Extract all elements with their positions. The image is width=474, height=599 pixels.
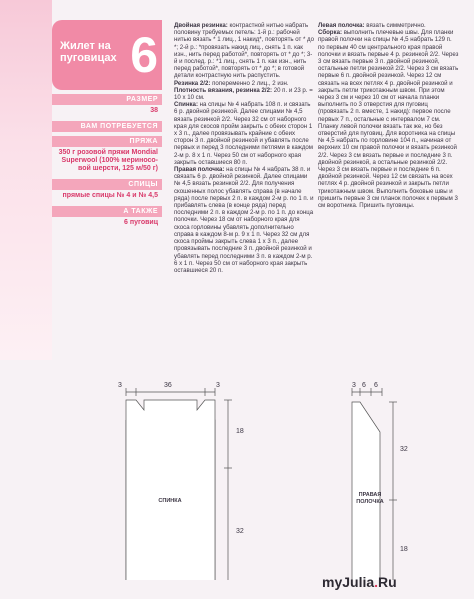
title-line-1: Жилет на [60,40,111,52]
heading-left-front: Левая полочка: [318,22,365,29]
site-watermark [322,574,397,590]
back-dim-32: 32 [236,528,244,535]
text-back: на спицы № 4 набрать 108 п. и связать 6 р. двойной резинкой. Далее спицами № 4,5 вязать резинкой 2/2. Через 32 см от наборного края для скосов пройм закрыть с обеих сторон 1 х 3 п., далее провязывать крайние с обеих сторон 3 п. двойной резинкой и убавлять после первых и перед 3 последними петлями в каждом 2-м р. 8 х 1 п. Через 50 см от наборного края закрыть оставшиеся 80 п. [174,101,313,166]
paragraph-left-front [318,22,460,29]
instructions-column-2 [318,22,460,209]
needles-heading: СПИЦЫ [52,179,162,190]
text-left-front: вязать симметрично. [364,22,426,29]
heading-gauge: Плотность вязания, резинка 2/2: [174,86,272,94]
back-dim-18: 18 [236,428,244,435]
paragraph-assembly [318,29,460,209]
pattern-sidebar [52,20,162,229]
also-value: 6 пуговиц [124,219,158,226]
heading-assembly: Сборка: [318,29,342,37]
back-shape [126,400,215,580]
heading-double-rib: Двойная резинка: [174,22,228,29]
decorative-pink-strip [0,0,52,360]
front-label-line-2: ПОЛОЧКА [356,498,384,505]
yarn-heading: ПРЯЖА [52,136,162,147]
front-label-line-1: ПРАВАЯ [358,492,382,498]
text-gauge: 20 п. и 23 р. = 10 х 10 см. [174,86,313,102]
front-dim-18: 18 [400,546,408,553]
size-value: 38 [150,107,158,114]
paragraph-back [174,101,314,166]
paragraph-gauge [174,87,314,101]
instructions-column-1 [174,22,314,274]
needed-heading: ВАМ ПОТРЕБУЕТСЯ [52,121,162,132]
front-dim-6b: 6 [374,382,378,389]
text-rib22: попеременно 2 лиц., 2 изн. [210,79,289,87]
heading-back: Спинка: [174,101,198,109]
front-dim-6: 6 [362,382,366,389]
size-heading: РАЗМЕР [52,94,162,105]
pattern-title [60,40,130,64]
back-dim-3-right: 3 [216,382,220,389]
front-label [352,492,388,505]
back-label: СПИНКА [158,498,182,504]
pattern-schematic [0,380,474,580]
heading-right-front: Правая полочка: [174,166,225,174]
paragraph-rib22 [174,80,314,87]
paragraph-right-front [174,166,314,274]
brand-tld: Ru [378,574,397,590]
brand-name: myJulia [322,574,375,590]
front-shape [352,402,380,580]
title-block [52,20,162,90]
text-assembly: выполнить плечевые швы. Для планки правой полочки на спицы № 4,5 набрать 129 п. по первым 40 см центрального края правой полочки и вязать первые 4 р. резинкой 2/2. Через 3 см вязать первые 3 п. двойной резинкой, остальные петли резинкой 2/2. Через 3 см вязать первые 6 п. двойной резинкой. Через 12 см связать на всех петлях 4 р. двойной резинкой и закрыть петли трикотажным швом. При этом через 3 см и через 10 см от начала планки выполнить по 3 отверстия для пуговиц (провязать 2 п. вместе, 1 накид): первое после первых 7 п., остальные с интервалом 7 см. Планку левой полочки вязать так же, но без отверстий для пуговиц. Для воротника на спицы № 4,5 набрать по горловине 104 п., начиная от верхних 10 см правой полочки и вязать резинкой 2/2. Через 3 см вязать первые и последние 3 п. двойной резинкой, а остальные резинкой 2/2. Через 3 см вязать первые и последние 6 п. двойной резинкой. Через 12 см связать на всех петлях 4 р. двойной резинкой и закрыть петли трикотажным швом. Выполнить боковые швы и пришить первые 3 см планок полочек к первым 3 см воротника. Пришить пуговицы. [318,29,459,210]
title-line-2: пуговицах [60,52,117,64]
back-dim-36: 36 [164,382,172,389]
text-double-rib: контрастной нитью набрать половину требуемых петель: 1-й р.: рабочей нитью вязать * 1 лиц., 1 накид*, повторять от * до *; 2-й р.: *провязать накид лиц., снять 1 п. как изн., нить перед работой*, повторять от * до *; 3-й и послед. р.: *1 лиц., снять 1 п. как изн., нить перед работой*, повторять от * до *; в готовой детали контрастную нить распустить. [174,22,315,80]
text-right-front: на спицы № 4 набрать 38 п. и связать 6 р. двойной резинкой. Далее спицами № 4,5 вязать резинкой 2/2. Для получения скошенных полос убавлять справа (в начале ряда) после первых 2 п. в каждом 2-м р. по 1 п. и прибавлять слева (в конце ряда) перед последними 2 п. в каждом 2-м р. по 1 п. до конца полочки. Через 18 см от наборного края для скоса горловины убавлять дополнительно справа в каждом 8-м р. 9 х 1 п. Через 32 см для скоса проймы закрыть слева 1 х 3 п., далее провязывать последние 3 п. двойной резинкой и убавлять перед последними 3 п. в каждом 2-м р. 6 х 1 п. Через 50 см от наборного края закрыть оставшиеся 20 п. [174,166,314,274]
brand-dot: . [374,574,379,590]
front-dim-3: 3 [352,382,356,389]
also-heading: А ТАКЖЕ [52,206,162,217]
needles-value: прямые спицы № 4 и № 4,5 [62,192,158,199]
pattern-number: 6 [130,27,158,83]
front-dim-32: 32 [400,446,408,453]
heading-rib22: Резинка 2/2: [174,79,211,87]
back-dim-3-left: 3 [118,382,122,389]
yarn-value: 350 г розовой пряжи Mondial Superwool (100% мериносо-вой шерсти, 125 м/50 г) [58,149,158,172]
paragraph-double-rib [174,22,314,80]
